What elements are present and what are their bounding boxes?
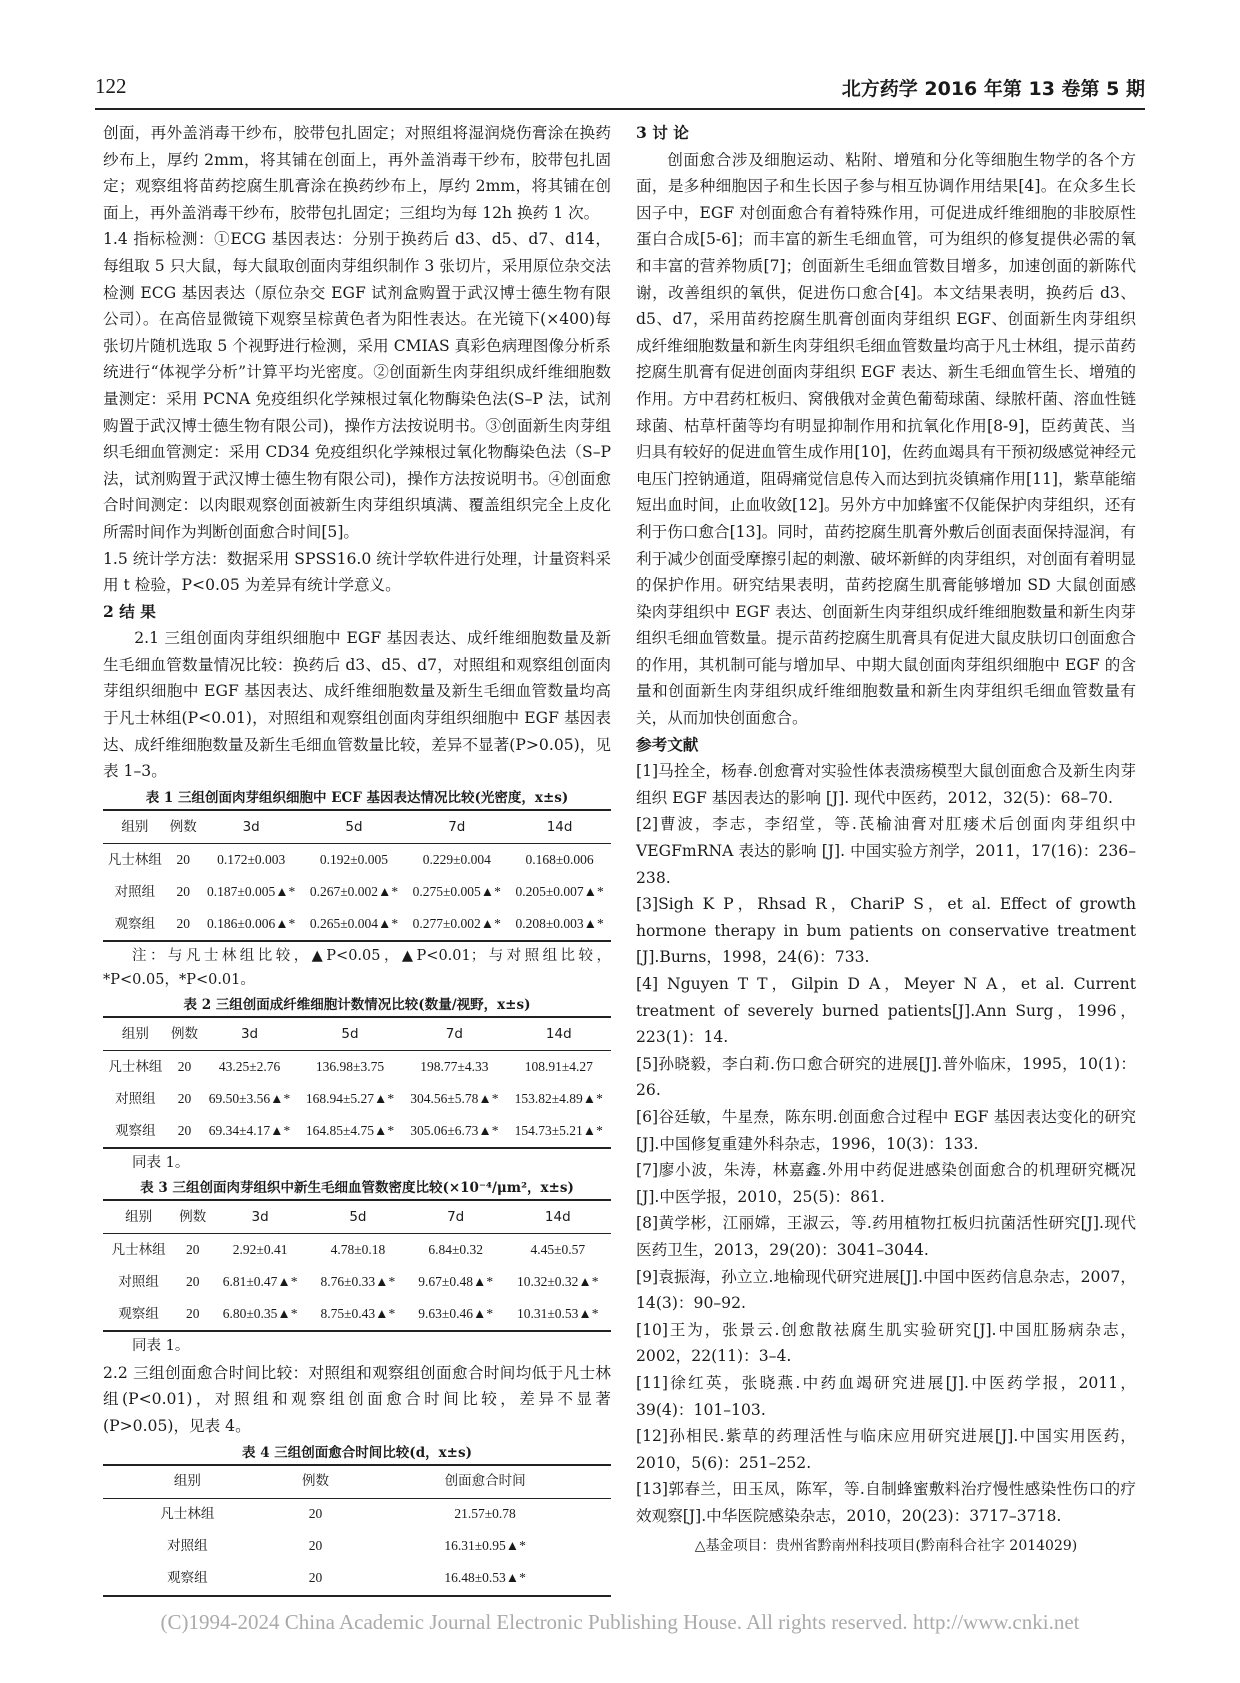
table-cell: 16.48±0.53▲*	[359, 1563, 611, 1596]
table-cell: 0.208±0.003▲*	[508, 908, 611, 941]
table-cell: 154.73±5.21▲*	[507, 1115, 611, 1148]
table3	[103, 1199, 611, 1332]
table-cell: 10.31±0.53▲*	[505, 1298, 611, 1331]
table-cell: 168.94±5.27▲*	[305, 1090, 395, 1106]
reference-item: [10]王为，张景云.创愈散祛腐生肌实验研究[J].中国肛肠病杂志，2002，22(11)：3–4.	[636, 1320, 1136, 1366]
table-header: 7d	[405, 810, 508, 844]
reference-item: [6]谷廷敏，牛星焘，陈东明.创面愈合过程中 EGF 基因表达变化的研究[J].中国修复重建外科杂志，1996，10(3)：133.	[636, 1107, 1136, 1153]
table3-note: 同表 1。	[132, 1337, 190, 1354]
reference-item: [13]郭春兰，田玉凤，陈军，等.自制蜂蜜敷料治疗慢性感染性伤口的疗效观察[J].中华医院感染杂志，2010，20(23)：3717–3718.	[636, 1480, 1136, 1525]
table2	[103, 1016, 611, 1149]
table-cell: 观察组	[103, 1298, 174, 1331]
table-cell: 0.277±0.002▲*	[405, 908, 508, 941]
references-heading: 参考文献	[636, 734, 699, 754]
table-cell: 6.80±0.35▲*	[211, 1298, 309, 1331]
table2-note: 同表 1。	[132, 1154, 190, 1171]
table-row	[103, 1298, 611, 1331]
table-cell: 凡士林组	[111, 1241, 166, 1257]
table-cell: 对照组	[114, 883, 156, 899]
reference-item: [4] Nguyen T T，Gilpin D A，Meyer N A，et al. Current treatment of severely burned patients[J].Ann Surg，1996，223(1)：14.	[636, 975, 1136, 1047]
table-header: 组别	[103, 810, 167, 844]
table-cell: 0.186±0.006▲*	[200, 908, 303, 941]
table-cell: 20	[186, 1273, 200, 1289]
table-row	[103, 1233, 611, 1266]
table-header: 组别	[103, 1017, 168, 1051]
table-cell: 20	[308, 1538, 323, 1554]
table-header: 例数	[167, 810, 200, 844]
table-cell: 8.75±0.43▲*	[309, 1298, 407, 1331]
table-cell: 观察组	[103, 1115, 168, 1148]
table-header: 例数	[272, 1465, 359, 1499]
reference-item: [12]孙相民.紫草的药理活性与临床应用研究进展[J].中国实用医药，2010，5(6)：251–252.	[636, 1427, 1136, 1472]
table-cell: 43.25±2.76	[218, 1058, 281, 1074]
table-header: 5d	[303, 810, 406, 844]
table-header: 组别	[103, 1465, 272, 1499]
reference-item: [2]曹波，李志，李绍堂，等.芪榆油膏对肛瘘术后创面肉芽组织中 VEGFmRNA 表达的影响 [J]. 中国实验方剂学，2011，17(16)：236–238.	[636, 815, 1136, 887]
table-row	[103, 1266, 611, 1298]
table-cell: 凡士林组	[107, 851, 162, 867]
table-cell: 4.45±0.57	[530, 1241, 586, 1257]
table-row	[103, 1050, 611, 1083]
table-cell: 20	[177, 1058, 192, 1074]
table-cell: 20	[186, 1241, 200, 1257]
table-cell: 16.31±0.95▲*	[444, 1538, 526, 1554]
table-cell: 0.172±0.003	[217, 851, 286, 867]
reference-item: [11]徐红英，张晓燕.中药血竭研究进展[J].中医药学报，2011，39(4)：101–103.	[636, 1373, 1136, 1419]
table-cell: 8.76±0.33▲*	[320, 1273, 396, 1289]
table-row	[103, 876, 611, 908]
table-row	[103, 843, 611, 876]
page-number: 122	[95, 74, 127, 98]
table-cell: 对照组	[115, 1090, 156, 1106]
table-header: 3d	[201, 1017, 298, 1051]
table-cell: 0.275±0.005▲*	[412, 883, 501, 899]
table2-caption: 表 2 三组创面成纤维细胞计数情况比较(数量/视野，x±s)	[183, 996, 531, 1013]
table3-caption: 表 3 三组创面肉芽组织中新生毛细血管数密度比较(×10⁻⁴/μm²，x±s)	[140, 1179, 574, 1196]
table-cell: 164.85±4.75▲*	[298, 1115, 402, 1148]
funding-note: △基金项目：贵州省黔南州科技项目(黔南科合社字 2014029)	[694, 1538, 1078, 1555]
table-header: 5d	[298, 1017, 402, 1051]
table-cell: 0.187±0.005▲*	[207, 883, 296, 899]
table-cell: 20	[177, 1090, 192, 1106]
section-1-4: 1.4 指标检测：①ECG 基因表达：分别于换药后 d3、d5、d7、d14，每组取 5 只大鼠，每大鼠取创面肉芽组织制作 3 张切片，采用原位杂交法检测 ECG 基因表达（原位杂交 EGF 试剂盒购置于武汉博士德生物有限公司）。在高倍显微镜下观察呈棕黄色者为阳性表达。在光镜下(×400)每张切片随机选取 5 个视野进行检测，采用 CMIAS 真彩色病理图像分析系统进行“体视学分析”计算平均光密度。②创面新生肉芽组织成纤维细胞数量测定：采用 PCNA 免疫组织化学辣根过氧化物酶染色法(S–P 法，试剂购置于武汉博士德生物有限公司)，操作方法按说明书。③创面新生肉芽组织毛细血管测定：采用 CD34 免疫组织化学辣根过氧化物酶染色法（S–P 法，试剂购置于武汉博士德生物有限公司)，操作方法按说明书。④创面愈合时间测定：以肉眼观察创面被新生肉芽组织填满、覆盖组织完全上皮化所需时间作为判断创面愈合时间[5]。	[103, 230, 611, 541]
table-row	[103, 1563, 611, 1596]
table-cell: 0.229±0.004	[422, 851, 491, 867]
table1-caption: 表 1 三组创面肉芽组织细胞中 ECF 基因表达情况比较(光密度，x±s)	[145, 789, 569, 806]
results-heading: 2 结 果	[103, 601, 156, 621]
table-cell: 153.82±4.89▲*	[514, 1090, 603, 1106]
table-cell: 9.67±0.48▲*	[418, 1273, 494, 1289]
table-cell: 108.91±4.27	[524, 1058, 593, 1074]
table4-caption: 表 4 三组创面愈合时间比较(d，x±s)	[242, 1444, 472, 1461]
discussion-heading: 3 讨 论	[636, 123, 689, 142]
table-cell: 69.34±4.17▲*	[201, 1115, 298, 1148]
table-cell: 0.267±0.002▲*	[309, 883, 399, 899]
table-row	[103, 1115, 611, 1148]
table-cell: 0.192±0.005	[319, 851, 389, 867]
table-header: 3d	[200, 810, 303, 844]
reference-item: [8]黄学彬，江丽嫦，王淑云，等.药用植物扛板归抗菌活性研究[J].现代医药卫生，2013，29(20)：3041–3044.	[636, 1214, 1136, 1259]
table-cell: 0.265±0.004▲*	[303, 908, 406, 941]
table-cell: 凡士林组	[108, 1058, 163, 1074]
journal-issue: 北方药学 2016 年第 13 卷第 5 期	[841, 78, 1145, 100]
table-cell: 观察组	[103, 908, 167, 941]
section-2-1: 2.1 三组创面肉芽组织细胞中 EGF 基因表达、成纤维细胞数量及新生毛细血管数量情况比较：换药后 d3、d5、d7，对照组和观察组创面肉芽组织细胞中 EGF 基因表达、成纤维细胞数量及新生毛细血管数量均高于凡士林组(P<0.01)，对照组和观察组创面肉芽组织细胞中 EGF 基因表达、成纤维细胞数量及新生毛细血管数量比较，差异不显著(P>0.05)，见表 1–3。	[103, 629, 611, 781]
table-cell: 20	[174, 1298, 211, 1331]
section-2-2: 2.2 三组创面愈合时间比较：对照组和观察组创面愈合时间均低于凡士林组(P<0.01)，对照组和观察组创面愈合时间比较，差异不显著(P>0.05)，见表 4。	[103, 1363, 611, 1436]
table-cell: 2.92±0.41	[232, 1241, 288, 1257]
reference-item: [7]廖小波，朱涛，林嘉鑫.外用中药促进感染创面愈合的机理研究概况[J].中医学报，2010，25(5)：861.	[636, 1161, 1136, 1206]
table-cell: 69.50±3.56▲*	[208, 1090, 291, 1106]
table-cell: 304.56±5.78▲*	[410, 1090, 499, 1106]
table-cell: 20	[176, 851, 191, 867]
copyright-footer: (C)1994-2024 China Academic Journal Electronic Publishing House. All rights reserved. http://www.cnki.net	[160, 1610, 1080, 1634]
table-row	[103, 908, 611, 941]
table-cell: 10.32±0.32▲*	[517, 1273, 599, 1289]
table1-note: 注：与凡士林组比较，▲P<0.05，▲P<0.01；与对照组比较，*P<0.05，*P<0.01。	[103, 947, 611, 988]
table-header: 组别	[103, 1200, 174, 1234]
table-cell: 6.81±0.47▲*	[222, 1273, 298, 1289]
table-cell: 20	[176, 883, 191, 899]
table-row	[103, 1083, 611, 1115]
table-header: 例数	[168, 1017, 202, 1051]
table4	[103, 1464, 611, 1597]
page-header	[95, 68, 1145, 110]
table-cell: 观察组	[103, 1563, 272, 1596]
reference-list	[636, 758, 1136, 1529]
table-header: 7d	[402, 1017, 506, 1051]
reference-item: [9]袁振海，孙立立.地榆现代研究进展[J].中国中医药信息杂志，2007，14(3)：90–92.	[636, 1267, 1136, 1313]
left-column	[103, 120, 611, 1597]
table-cell: 对照组	[167, 1538, 208, 1554]
table-cell: 对照组	[118, 1273, 159, 1289]
reference-item: [3]Sigh K P，Rhsad R，ChariP S，et al. Effect of growth hormone therapy in bum patients on conservative treatment [J].Burns，1998，24(6)：733.	[636, 895, 1136, 967]
table-cell: 136.98±3.75	[315, 1058, 385, 1074]
right-column	[636, 120, 1136, 1560]
table-cell: 4.78±0.18	[330, 1241, 386, 1257]
table1	[103, 809, 611, 942]
table-cell: 20	[272, 1563, 359, 1596]
reference-item: [1]马拴全，杨春.创愈膏对实验性体表溃疡模型大鼠创面愈合及新生肉芽组织 EGF 基因表达的影响 [J]. 现代中医药，2012，32(5)：68–70.	[636, 762, 1136, 807]
table-header: 14d	[508, 810, 611, 844]
table-header: 7d	[407, 1200, 505, 1234]
table-header: 5d	[309, 1200, 407, 1234]
table-cell: 6.84±0.32	[428, 1241, 484, 1257]
table-cell: 20	[308, 1506, 323, 1522]
table-cell: 305.06±6.73▲*	[402, 1115, 506, 1148]
table-header: 创面愈合时间	[359, 1465, 611, 1499]
discussion-paragraph: 创面愈合涉及细胞运动、粘附、增殖和分化等细胞生物学的各个方面，是多种细胞因子和生长因子参与相互协调作用结果[4]。在众多生长因子中，EGF 对创面愈合有着特殊作用，可促进成纤维细胞的非胶原性蛋白合成[5-6]；而丰富的新生毛细血管，可为组织的修复提供必需的氧和丰富的营养物质[7]；创面新生毛细血管数目增多，加速创面的新陈代谢，改善组织的氧供，促进伤口愈合[4]。本文结果表明，换药后 d3、d5、d7，采用苗药挖腐生肌膏创面肉芽组织 EGF、创面新生肉芽组织成纤维细胞数量和新生肉芽组织毛细血管数量均高于凡士林组，提示苗药挖腐生肌膏有促进创面肉芽组织 EGF 表达、新生毛细血管生长、增殖的作用。方中君药杠板归、窝俄俄对金黄色葡萄球菌、绿脓杆菌、溶血性链球菌、枯草杆菌等均有明显抑制作用和抗氧化作用[8-9]，臣药黄芪、当归具有较好的促进血管生成作用[10]，佐药血竭具有干预初级感觉神经元电压门控钠通道，阻碍痛觉信息传入而达到抗炎镇痛作用[11]，紫草能缩短出血时间，止血收敛[12]。另外方中加蜂蜜不仅能保护肉芽组织，还有利于伤口愈合[13]。同时，苗药挖腐生肌膏外敷后创面表面保持湿润，有利于减少创面受摩擦引起的刺激、破坏新鲜的肉芽组织，对创面有着明显的保护作用。研究结果表明，苗药挖腐生肌膏能够增加 SD 大鼠创面感染肉芽组织中 EGF 表达、创面新生肉芽组织成纤维细胞数量和新生肉芽组织毛细血管数量。提示苗药挖腐生肌膏具有促进大鼠皮肤切口创面愈合的作用，其机制可能与增加早、中期大鼠创面肉芽组织细胞中 EGF 的含量和创面新生肉芽组织成纤维细胞数量和新生肉芽组织毛细血管数量有关，从而加快创面愈合。	[636, 150, 1136, 728]
table-header: 3d	[211, 1200, 309, 1234]
section-1-5: 1.5 统计学方法：数据采用 SPSS16.0 统计学软件进行处理，计量资料采用 t 检验，P<0.05 为差异有统计学意义。	[103, 549, 611, 595]
table-header: 例数	[174, 1200, 211, 1234]
table-cell: 198.77±4.33	[420, 1058, 489, 1074]
table-row	[103, 1531, 611, 1563]
table-cell: 0.205±0.007▲*	[515, 883, 604, 899]
table-header: 14d	[507, 1017, 611, 1051]
table-row	[103, 1498, 611, 1531]
reference-item: [5]孙晓毅，李白莉.伤口愈合研究的进展[J].普外临床，1995，10(1)：26.	[636, 1054, 1136, 1100]
table-cell: 9.63±0.46▲*	[407, 1298, 505, 1331]
table-cell: 21.57±0.78	[454, 1506, 516, 1522]
table-cell: 20	[167, 908, 200, 941]
method-paragraph-end: 创面，再外盖消毒干纱布，胶带包扎固定；对照组将湿润烧伤膏涂在换药纱布上，厚约 2mm，将其铺在创面上，再外盖消毒干纱布，胶带包扎固定；观察组将苗药挖腐生肌膏涂在换药纱布上，厚约 2mm，将其铺在创面上，再外盖消毒干纱布，胶带包扎固定；三组均为每 12h 换药 1 次。	[103, 124, 611, 222]
table-cell: 0.168±0.006	[525, 851, 594, 867]
table-cell: 20	[168, 1115, 202, 1148]
table-header: 14d	[505, 1200, 611, 1234]
table-cell: 凡士林组	[160, 1506, 215, 1522]
